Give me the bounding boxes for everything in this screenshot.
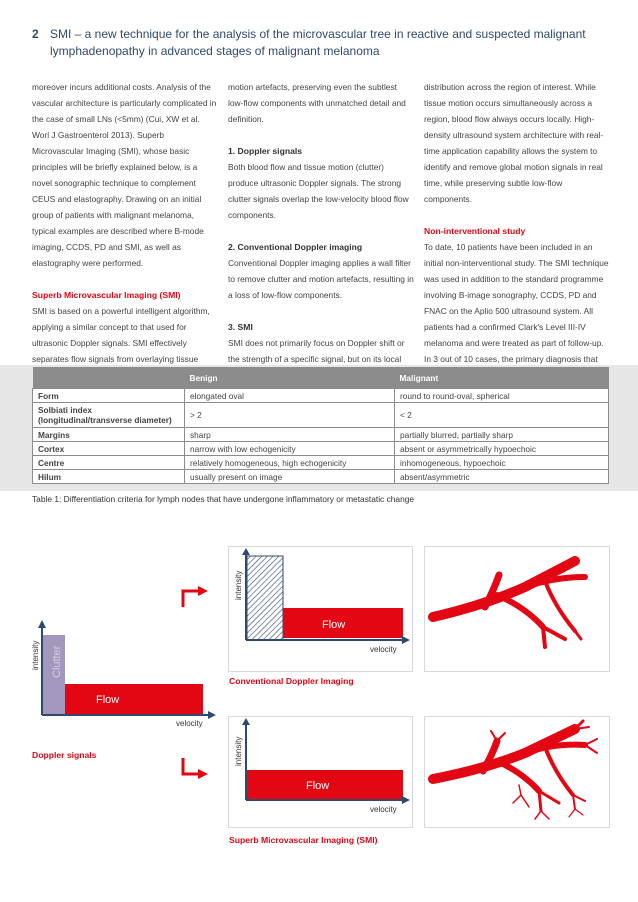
paragraph: Conventional Doppler imaging applies a wall filter to remove clutter and motion artefacts, resulting in a loss of low-flow components. bbox=[228, 258, 414, 300]
subsection-heading: 1. Doppler signals bbox=[228, 146, 303, 156]
flow-bar bbox=[65, 684, 203, 715]
vessel-tree-smi-illustration bbox=[425, 717, 607, 825]
paragraph: To date, 10 patients have been included in an initial non-interventional study. The SMI technique was used in addition to the standard programme involving B-image sonography, CCDS, PD and FNAC on the Aplio 500 ultrasound system. All patients had a confirmed Clark's Level III-IV melanoma and were treated as part of follow-up. In 3 out of 10 cases, the primary diagnosis that bbox=[424, 242, 609, 364]
table-cell: Hilum bbox=[33, 470, 185, 484]
flow-label: Flow bbox=[96, 694, 120, 706]
smi-chart bbox=[230, 718, 410, 818]
y-axis-arrow-icon bbox=[242, 718, 250, 725]
table-header-cell: Malignant bbox=[395, 367, 609, 389]
y-axis-label: intensity bbox=[234, 736, 243, 766]
table-cell: absent or asymmetrically hypoechoic bbox=[395, 442, 609, 456]
table-cell: Solbiati index (longitudinal/transverse diameter) bbox=[33, 403, 185, 428]
column-2 bbox=[228, 79, 414, 367]
paragraph: motion artefacts, preserving even the subtlest low-flow components with unmatched detail and definition. bbox=[228, 82, 406, 124]
filtered-clutter-region bbox=[247, 556, 283, 640]
x-axis-arrow-icon bbox=[402, 796, 410, 804]
clutter-label: Clutter bbox=[51, 645, 63, 678]
table-cell: Margins bbox=[33, 428, 185, 442]
table-caption: Table 1: Differentiation criteria for lymph nodes that have undergone inflammatory or metastatic change bbox=[32, 494, 415, 504]
table-row bbox=[33, 389, 609, 403]
table-section bbox=[0, 365, 638, 515]
doppler-signals-label: Doppler signals bbox=[32, 750, 97, 760]
table-cell: relatively homogeneous, high echogenicity bbox=[185, 456, 395, 470]
table-cell: round to round-oval, spherical bbox=[395, 389, 609, 403]
smi-label: Superb Microvascular Imaging (SMI) bbox=[229, 835, 378, 845]
table-cell: inhomogeneous, hypoechoic bbox=[395, 456, 609, 470]
conventional-doppler-label: Conventional Doppler Imaging bbox=[229, 676, 354, 686]
table-cell: Centre bbox=[33, 456, 185, 470]
table-cell: < 2 bbox=[395, 403, 609, 428]
y-axis-arrow-icon bbox=[242, 548, 250, 555]
paragraph: moreover incurs additional costs. Analysis of the vascular architecture is particularly complicated in the case of small LNs (<5mm) (Cui, XW et al. Worl J Gastroenterol 2013). Superb Microvascular Imaging (SMI), whose basic principles will be briefly explained below, is a novel sonographic technique to complement CEUS and elastography. Drawing on an initial group of patients with malignant melanoma, typical examples are described where B-mode imaging, CCDS, PD and SMI, as well as elastography were performed. bbox=[32, 82, 217, 268]
table-row bbox=[33, 470, 609, 484]
subsection-heading: 2. Conventional Doppler imaging bbox=[228, 242, 363, 252]
paragraph: Both blood flow and tissue motion (clutter) produce ultrasonic Doppler signals. The strong clutter signals overlap the low-velocity blood flow components. bbox=[228, 162, 409, 220]
section-heading: Superb Microvascular Imaging (SMI) bbox=[32, 290, 181, 300]
y-axis-arrow-icon bbox=[38, 620, 46, 628]
table-cell: narrow with low echogenicity bbox=[185, 442, 395, 456]
table-cell: > 2 bbox=[185, 403, 395, 428]
table-row bbox=[33, 456, 609, 470]
flow-label: Flow bbox=[322, 619, 346, 631]
arrow-up-right-icon bbox=[180, 585, 210, 609]
vessel-tree-conventional-illustration bbox=[425, 547, 607, 669]
table-header-cell bbox=[33, 367, 185, 389]
table-row bbox=[33, 442, 609, 456]
paragraph: distribution across the region of interest. While tissue motion occurs simultaneously across a region, blood flow always occurs locally. High-density ultrasound system architecture with real-time application capability allows the system to identify and remove global motion signals in real time, while preserving subtle low-flow components. bbox=[424, 82, 604, 204]
x-axis-label: velocity bbox=[370, 645, 397, 654]
table-cell: usually present on image bbox=[185, 470, 395, 484]
table-header-cell: Benign bbox=[185, 367, 395, 389]
paragraph: SMI does not primarily focus on Doppler shift or the strength of a specific signal, but on its local bbox=[228, 338, 405, 364]
column-3 bbox=[424, 79, 610, 367]
table-cell: elongated oval bbox=[185, 389, 395, 403]
table-cell: partially blurred, partially sharp bbox=[395, 428, 609, 442]
criteria-table bbox=[32, 367, 609, 484]
y-axis-label: intensity bbox=[31, 640, 40, 670]
conventional-doppler-chart bbox=[230, 548, 410, 660]
table-cell: Cortex bbox=[33, 442, 185, 456]
arrow-down-right-icon bbox=[180, 756, 210, 780]
table-row bbox=[33, 428, 609, 442]
subsection-heading: 3. SMI bbox=[228, 322, 253, 332]
table-row bbox=[33, 403, 609, 428]
x-axis-label: velocity bbox=[176, 719, 203, 728]
y-axis-label: intensity bbox=[234, 570, 243, 600]
section-heading: Non-interventional study bbox=[424, 226, 526, 236]
paragraph: SMI is based on a powerful intelligent algorithm, applying a similar concept to that used for ultrasonic Doppler signals. SMI effectively separates flow signals from overlaying tissue bbox=[32, 306, 210, 364]
flow-label: Flow bbox=[306, 780, 330, 792]
column-1 bbox=[32, 79, 218, 367]
table-cell: sharp bbox=[185, 428, 395, 442]
x-axis-arrow-icon bbox=[402, 636, 410, 644]
x-axis-arrow-icon bbox=[208, 711, 216, 719]
table-cell: Form bbox=[33, 389, 185, 403]
x-axis-label: velocity bbox=[370, 805, 397, 814]
table-cell: absent/asymmetric bbox=[395, 470, 609, 484]
doppler-signals-chart bbox=[30, 620, 216, 750]
page-number: 2 bbox=[32, 27, 39, 41]
page-title: SMI – a new technique for the analysis of the microvascular tree in reactive and suspected malignant lymphadenopathy in advanced stages of malignant melanoma bbox=[50, 27, 586, 58]
table-header-row bbox=[33, 367, 609, 389]
